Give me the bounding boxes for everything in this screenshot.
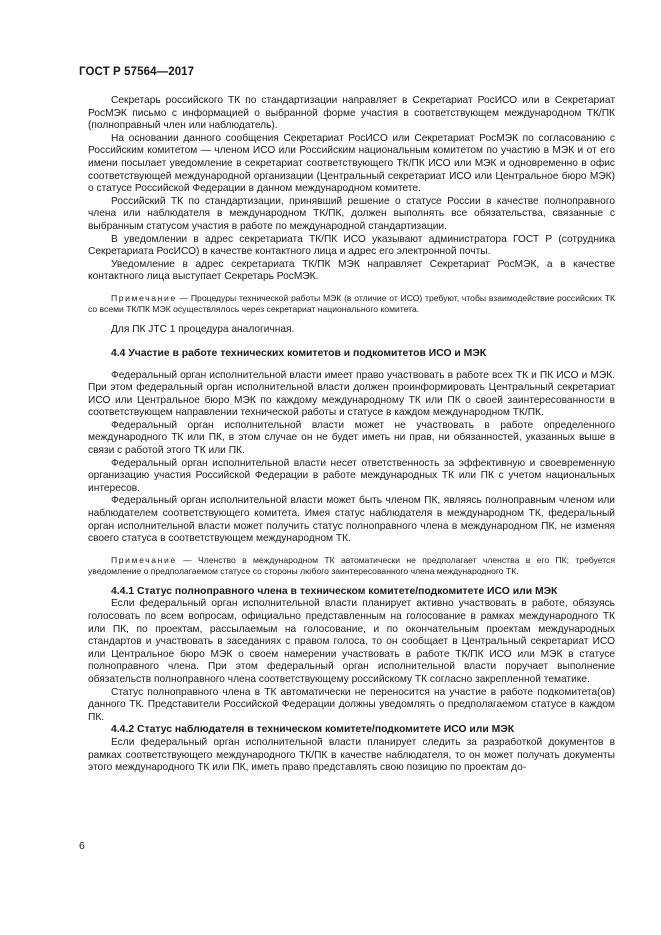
note-label: Примечание [111, 554, 177, 565]
document-header: ГОСТ Р 57564—2017 [79, 66, 195, 78]
paragraph: На основании данного сообщения Секретариат РосИСО или Секретариат РосМЭК по согласованию с Российским комитетом — членом ИСО или Российским национальным комитетом по участию в МЭК и от его имени посылает уведомление в секретариат соответствующего ТК/ПК ИСО или МЭК и одновременно в офис соответствующей международной организации (Центральный секретариат ИСО или Центральное бюро МЭК) о статусе Российской Федерации в данном международном комитете. [88, 132, 615, 195]
section-heading-4-4-1: 4.4.1 Статус полноправного члена в техническом комитете/подкомитете ИСО или МЭК [111, 585, 558, 597]
note-label: Примечание [111, 292, 177, 303]
paragraph: Федеральный орган исполнительной власти имеет право участвовать в работе всех ТК и ПК ИСО и МЭК. При этом федеральный орган исполнительной власти должен проинформировать Центральный секретариат ИСО или Центральное бюро МЭК по каждому международному ТК или ПК о своей заинтересованности в соответствующем направлении технической работы и статусе в каждом международном ТК/ПК. [88, 369, 615, 419]
note [88, 293, 615, 315]
section-heading-4-4: 4.4 Участие в работе технических комитетов и подкомитетов ИСО и МЭК [111, 347, 487, 359]
note-text: — Процедуры технической работы МЭК (в отличие от ИСО) требуют, чтобы взаимодействие российских ТК со всеми ТК/ПК МЭК осуществлялось через секретариат национального комитета. [88, 292, 615, 314]
paragraph: Секретарь российского ТК по стандартизации направляет в Секретариат РосИСО или в Секретариат РосМЭК письмо с информацией о выбранной форме участия в соответствующем международном ТК/ПК (полноправный член или наблюдатель). [88, 95, 615, 132]
section-heading-4-4-2: 4.4.2 Статус наблюдателя в техническом комитете/подкомитете ИСО или МЭК [111, 724, 515, 736]
document-body [88, 95, 615, 775]
paragraph: Если федеральный орган исполнительной власти планирует активно участвовать в работе, обязуясь голосовать по всем вопросам, официально представленным на голосование в рамках международного ТК или ПК, по проектам, рассылаемым на голосование, и по окончательным проектам международных стандартов и участвовать в заседаниях с правом голоса, то он сообщает в Центральный секретариат ИСО или Центральное бюро МЭК о своем намерении участвовать в работе ТК/ПК ИСО или МЭК в статусе полноправного члена. При этом федеральный орган исполнительной власти поручает выполнение обязательств полноправного члена соответствующему российскому ТК согласно закрепленной тематике. [88, 598, 615, 685]
page-number: 6 [79, 840, 85, 852]
paragraph: В уведомлении в адрес секретариата ТК/ПК ИСО указывают администратора ГОСТ Р (сотрудника Секретариата РосИСО) в качестве контактного лица и адрес его электронной почты. [88, 233, 615, 258]
paragraph: Федеральный орган исполнительной власти несет ответственность за эффективную и своевременную организацию участия Российской Федерации в работе международных ТК или ПК с учетом национальных интересов. [88, 457, 615, 494]
note [88, 555, 615, 577]
paragraph: Уведомление в адрес секретариата ТК/ПК МЭК направляет Секретариат РосМЭК, а в качестве контактного лица выступает Секретарь РосМЭК. [88, 258, 615, 283]
note-text: — Членство в международном ТК автоматически не предполагает членства в его ПК; требуется уведомление о предполагаемом статусе со стороны любого заинтересованного члена международного ТК. [88, 554, 615, 576]
paragraph: Если федеральный орган исполнительной власти планирует следить за разработкой документов в рамках соответствующего международного ТК/ПК в качестве наблюдателя, то он может получать документы этого международного ТК или ПК, иметь право представлять свою позицию по проектам до- [88, 736, 615, 774]
paragraph: Федеральный орган исполнительной власти может не участвовать в работе определенного международного ТК или ПК, в этом случае он не будет иметь ни прав, ни обязанностей, указанных выше в связи с работой этого ТК или ПК. [88, 419, 615, 457]
paragraph: Статус полноправного члена в ТК автоматически не переносится на участие в работе подкомитета(ов) данного ТК. Представители Российской Федерации должны уведомлять о предполагаемом статусе в каждом ПК. [88, 686, 615, 723]
paragraph: Федеральный орган исполнительной власти может быть членом ПК, являясь полноправным членом или наблюдателем соответствующего комитета. Имея статус наблюдателя в международном ТК, федеральный орган исполнительной власти может получить статус полноправного члена в международном ПК, не изменяя своего статуса в соответствующем международном ТК. [88, 495, 615, 545]
paragraph: Для ПК JTC 1 процедура аналогичная. [111, 323, 295, 335]
paragraph: Российский ТК по стандартизации, принявший решение о статусе России в качестве полноправного члена или наблюдателя в международном ТК/ПК, должен выполнять все обязательства, связанные с выбранным статусом участия в работе по международной стандартизации. [88, 195, 615, 232]
